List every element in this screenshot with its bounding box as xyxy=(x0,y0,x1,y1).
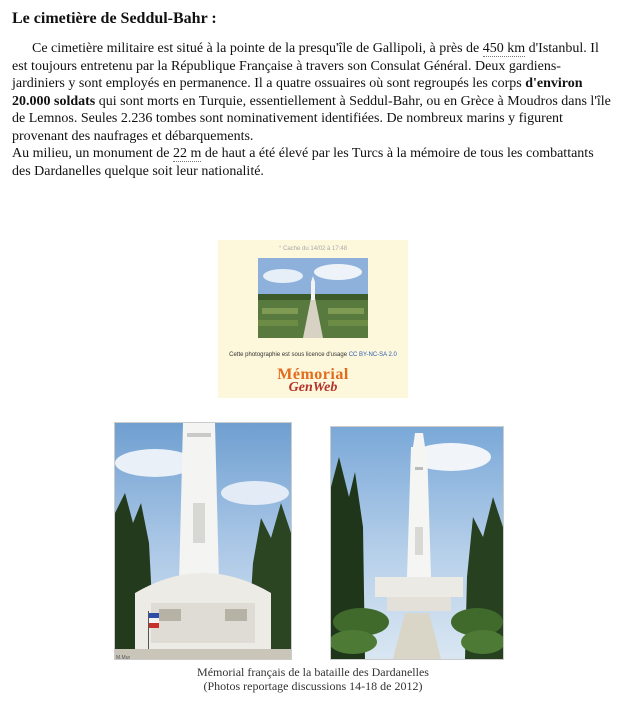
text-run: Au milieu, un monument de xyxy=(12,146,173,161)
text-run: Ce cimetière militaire est situé à la pointe de la presqu'île de Gallipoli, à près de xyxy=(32,41,483,56)
text-run: qui sont morts en Turquie, essentiellement à Seddul-Bahr, ou en Grèce à Moudros dans l'île de Lemnos. Seules 2.236 tombes sont nominativement identifiées. De nombreux marins y figurent provenant des naufrages et débarquements. xyxy=(12,93,611,144)
cemetery-photo[interactable] xyxy=(258,258,368,338)
soldiers-count: d'environ 20.000 soldats xyxy=(12,76,583,109)
memorial-logo-text: Mémorial xyxy=(277,366,349,383)
license-link[interactable]: CC BY-NC-SA 2.0 xyxy=(348,352,397,358)
monument-photo-right[interactable] xyxy=(330,426,504,660)
article-text xyxy=(12,40,612,180)
photo-credit: M.Mur xyxy=(116,655,131,661)
monument-illustration-right xyxy=(331,427,503,659)
paragraph-2 xyxy=(12,145,612,180)
caption-line-2: (Photos reportage discussions 14-18 de 2012) xyxy=(203,679,423,693)
cemetery-illustration xyxy=(258,258,368,338)
caption-line-1: Mémorial français de la bataille des Dardanelles xyxy=(197,665,429,679)
monument-illustration-left xyxy=(115,423,291,659)
license-text: Cette photographie est sous licence d'usage xyxy=(229,352,349,358)
memorial-genweb-card xyxy=(218,240,408,398)
height-link[interactable]: 22 m xyxy=(172,146,202,161)
text-run: d'Istanbul. Il est toujours entretenu par la République Française à travers son Consulat Général. Deux gardiens-jardiniers y sont employés en permanence. Il a quatre ossuaires où sont regroupés les corps xyxy=(12,41,599,91)
photo-caption xyxy=(0,665,626,693)
distance-link[interactable]: 450 km xyxy=(482,41,526,56)
text-run: de haut a été élevé par les Turcs à la mémoire de tous les combattants des Dardanelles quelque soit leur nationalité. xyxy=(12,146,594,179)
cache-date: ° Cache du 14/02 à 17:48 xyxy=(278,246,348,252)
license-notice xyxy=(218,352,408,358)
paragraph-1 xyxy=(12,40,612,145)
monument-photo-left[interactable] xyxy=(114,422,292,660)
page-title: Le cimetière de Seddul-Bahr : xyxy=(12,10,217,27)
genweb-logo-text: GenWeb xyxy=(288,380,338,395)
